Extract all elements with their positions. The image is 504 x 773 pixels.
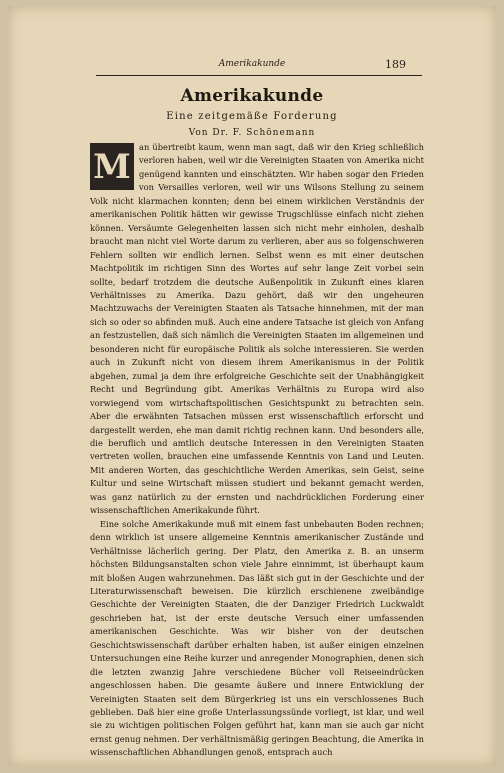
article-author: Von Dr. F. Schönemann	[188, 128, 316, 138]
page-number: 189	[385, 58, 406, 71]
paragraph: Eine solche Amerikakunde muß mit einem fast unbebauten Boden rechnen; denn wirklich ist unsere allgemeine Kenntnis amerikanischer Zustände und Verhältnisse lächerlich gering. Der Platz, den Amerika z. B. an unserm höchsten Bildungsanstalten schon viele Jahre einnimmt, ist überhaupt kaum mit bloßen Augen wahrzunehmen. Das läßt sich gut in der Geschichte und der Literaturwissenschaft beweisen. Die kürzlich erschienene zweibändige Geschichte der Vereinigten Staaten, die der Danziger Friedrich Luckwaldt geschrieben hat, ist der erste deutsche Versuch einer umfassenden amerikanischen Geschichte. Was wir bisher von der deutschen Geschichtswissenschaft darüber erhalten haben, ist außer einigen einzelnen Untersuchungen eine Reihe kurzer und anregender Monographien, denen sich die letzten zwanzig Jahre verschiedene Bücher voll Reiseeindrücken angeschlossen haben. Die gesamte äußere und innere Entwicklung der Vereinigten Staaten seit dem Bürgerkrieg ist uns ein verschlossenes Buch geblieben. Daß hier eine große Unterlassungssünde vorliegt, ist klar, und weil sie zu wichtigen politischen Folgen geführt hat, kann man sie auch gar nicht ernst genug nehmen. Der verhältnismäßig geringen Beachtung, die Amerika in wissenschaftlichen Abhandlungen genoß, entsprach auch	[90, 518, 424, 758]
running-title: Amerikakunde	[218, 59, 286, 69]
book-page	[8, 6, 496, 766]
ornamental-initial: M	[90, 143, 134, 190]
article-title: Amerikakunde	[180, 86, 324, 106]
paragraph-text: an übertreibt kaum, wenn man sagt, daß wir den Krieg schließlich verloren haben, weil wir die Vereinigten Staaten von Amerika nicht genügend kannten und einschätzten. Wir haben sogar den Frieden von Versailles verloren, weil wir uns Wilsons Stellung zu seinem Volk nicht klarmachen konnten; denn bei einem wirklichen Verständnis der amerikanischen Politik hätten wir gewisse Trugschlüsse einfach nicht ziehen können. Versäumte Gelegenheiten lassen sich nicht mehr einholen, deshalb braucht man nicht viel Worte darum zu verlieren, aber aus so folgenschweren Fehlern sollten wir endlich lernen. Selbst wenn es mit einer deutschen Machtpolitik im richtigen Sinn des Wortes auf sehr lange Zeit vorbei sein sollte, bedarf trotzdem die deutsche Außenpolitik in Zukunft eines klaren Verhältnisses zu Amerika. Dazu gehört, daß wir den ungeheuren Machtzuwachs der Vereinigten Staaten als Tatsache hinnehmen, mit der man sich so oder so abfinden muß. Auch eine andere Tatsache ist gleich von Anfang an festzustellen, daß sich nämlich die Vereinigten Staaten im allgemeinen und besonderen nicht für europäische Politik als solche interessieren. Sie werden auch in Zukunft nicht von diesem ihrem Amerikanismus in der Politik abgehen, zumal ja dem ihre erfolgreiche Geschichte seit der Unabhängigkeit Recht und Begründung gibt. Amerikas Verhältnis zu Europa wird also vorwiegend vom wirtschaftspolitischen Gesichtspunkt zu betrachten sein. Aber die erwähnten Tatsachen müssen erst wissenschaftlich erforscht und dargestellt werden, ehe man damit richtig rechnen kann. Und besonders alle, die beruflich und amtlich deutsche Interessen in den Vereinigten Staaten vertreten wollen, brauchen eine umfassende Kenntnis von Land und Leuten. Mit anderen Worten, das geschichtliche Werden Amerikas, sein Geist, seine Kultur und seine Wirtschaft müssen studiert und bekannt gemacht werden, was ganz natürlich zu der ernsten und nachdrücklichen Forderung einer wissenschaftlichen Amerikakunde führt.	[90, 142, 424, 516]
paragraph	[90, 141, 424, 518]
article-body	[90, 141, 424, 760]
page-header	[8, 59, 496, 73]
header-rule	[96, 75, 422, 76]
article-subtitle: Eine zeitgemäße Forderung	[166, 111, 338, 122]
